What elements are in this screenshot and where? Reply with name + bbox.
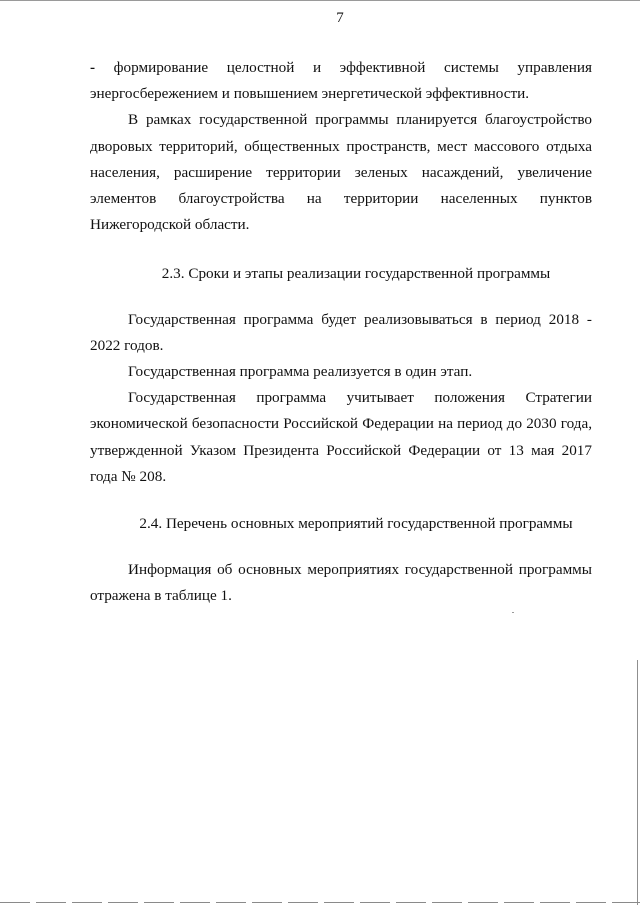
bullet-dash: - — [90, 59, 96, 76]
paragraph-strategy: Государственная программа учитывает положения Стратегии экономической безопасности Российской Федерации на период до 2030 года, утвержденной Указом Президента Российской Федерации от 13 мая 2017 года № 208. — [90, 389, 592, 485]
scan-edge-right — [637, 660, 638, 905]
scan-edge-top — [0, 0, 640, 1]
paragraph-stage: Государственная программа реализуется в один этап. — [128, 363, 473, 381]
scan-edge-bottom — [0, 902, 640, 903]
section-heading-2-3: 2.3. Сроки и этапы реализации государственной программы — [161, 265, 551, 283]
section-heading-2-4: 2.4. Перечень основных мероприятий государственной программы — [139, 515, 573, 533]
page-number: 7 — [336, 10, 344, 26]
page-content — [90, 55, 592, 610]
paragraph-table-reference: Информация об основных мероприятиях государственной программы отражена в таблице 1. — [90, 561, 592, 605]
bullet-paragraph — [90, 55, 592, 107]
paragraph-improvement: В рамках государственной программы планируется благоустройство дворовых территорий, общественных пространств, мест массового отдыха населения, расширение территории зеленых насаждений, увеличение элементов благоустройства на территории населенных пунктов Нижегородской области. — [90, 111, 592, 234]
bullet-text: формирование целостной и эффективной системы управления энергосбережением и повышением энергетической эффективности. — [90, 59, 593, 103]
scan-speck — [512, 612, 514, 613]
paragraph-period: Государственная программа будет реализовываться в период 2018 - 2022 годов. — [90, 310, 592, 354]
